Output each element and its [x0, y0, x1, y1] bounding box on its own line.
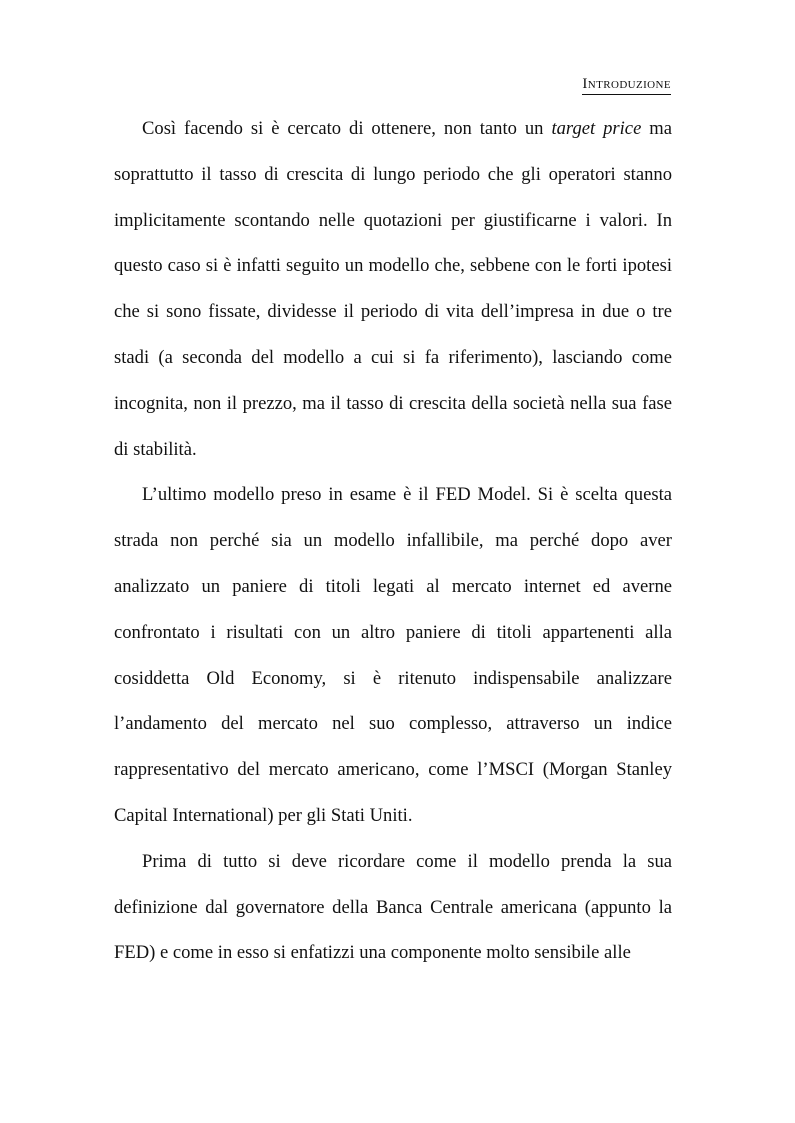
body-text — [114, 106, 672, 976]
paragraph-1-text-end: ma soprattutto il tasso di crescita di lungo periodo che gli operatori stanno implicitamente scontando nelle quotazioni per giustificarne i valori. In questo caso si è infatti seguito un modello che, sebbene con le forti ipotesi che si sono fissate, dividesse il periodo di vita dell’impresa in due o tre stadi (a seconda del modello a cui si fa riferimento), lasciando come incognita, non il prezzo, ma il tasso di crescita della società nella sua fase di stabilità. — [114, 118, 672, 460]
running-header: Introduzione — [582, 75, 671, 95]
paragraph-1-text-start: Così facendo si è cercato di ottenere, non tanto un — [142, 118, 552, 139]
paragraph-2: L’ultimo modello preso in esame è il FED Model. Si è scelta questa strada non perché sia un modello infallibile, ma perché dopo aver analizzato un paniere di titoli legati al mercato internet ed averne confrontato i risultati con un altro paniere di titoli appartenenti alla cosiddetta Old Economy, si è ritenuto indispensabile analizzare l’andamento del mercato nel suo complesso, attraverso un indice rappresentativo del mercato americano, come l’MSCI (Morgan Stanley Capital International) per gli Stati Uniti. — [114, 484, 672, 826]
paragraph-1-emphasis: target price — [551, 118, 642, 139]
paragraph-1 — [114, 106, 672, 472]
paragraph-3: Prima di tutto si deve ricordare come il modello prenda la sua definizione dal governatore della Banca Centrale americana (appunto la FED) e come in esso si enfatizzi una componente molto sensibile alle — [114, 850, 672, 964]
